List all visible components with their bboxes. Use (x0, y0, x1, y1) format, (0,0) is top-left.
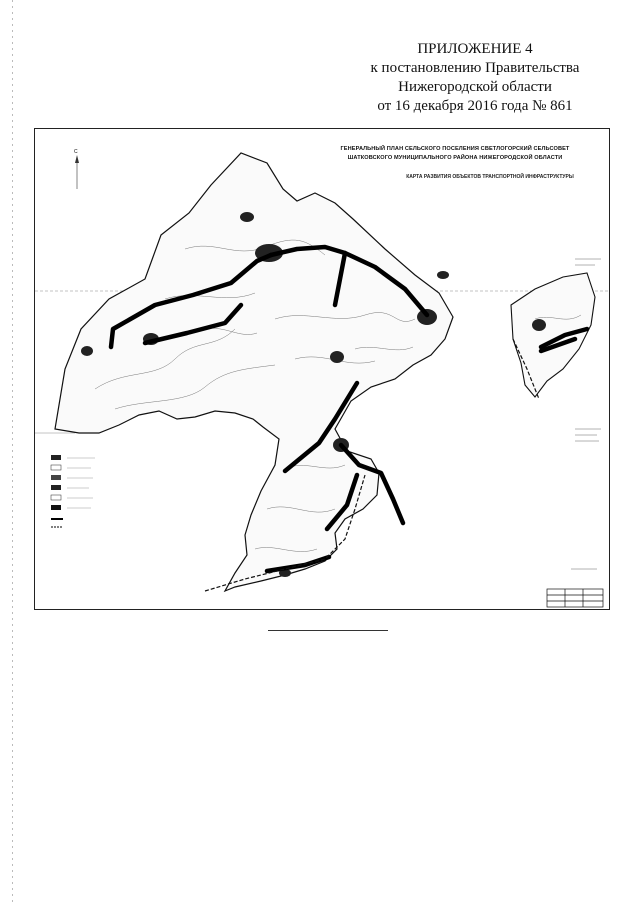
appendix-region-line: Нижегородской области (398, 79, 552, 95)
legend-swatch (51, 475, 61, 480)
appendix-number: ПРИЛОЖЕНИЕ 4 (417, 41, 533, 57)
scan-edge-artifact (12, 0, 13, 905)
territory-boundary (55, 153, 453, 591)
settlement-marker (437, 271, 449, 279)
map-title-line: ШАТКОВСКОГО МУНИЦИПАЛЬНОГО РАЙОНА НИЖЕГОРОДСКОЙ ОБЛАСТИ (347, 155, 563, 161)
appendix-date-line: от 16 декабря 2016 года № 861 (377, 98, 573, 114)
legend-swatch (51, 505, 61, 510)
footer-divider (268, 630, 388, 631)
settlement-marker (81, 346, 93, 356)
appendix-reference-line: к постановлению Правительства (370, 60, 580, 76)
legend-swatch (51, 485, 61, 490)
map-title (305, 145, 605, 163)
title-stamp-block (547, 589, 603, 607)
legend-swatch (51, 495, 61, 500)
east-parcel-boundary (511, 273, 595, 397)
north-arrow-icon (74, 149, 79, 189)
map-frame (34, 128, 610, 610)
settlement-marker (240, 212, 254, 222)
settlement-marker (532, 319, 546, 331)
map-legend (51, 455, 95, 527)
legend-swatch (51, 465, 61, 470)
settlement-marker (330, 351, 344, 363)
appendix-header (340, 40, 610, 116)
map-subtitle: КАРТА РАЗВИТИЯ ОБЪЕКТОВ ТРАНСПОРТНОЙ ИНФРАСТРУКТУРЫ (406, 174, 574, 180)
svg-text:С: С (74, 149, 78, 155)
map-drawing (35, 129, 610, 610)
map-title-line: ГЕНЕРАЛЬНЫЙ ПЛАН СЕЛЬСКОГО ПОСЕЛЕНИЯ СВЕТЛОГОРСКИЙ СЕЛЬСОВЕТ (340, 146, 570, 152)
legend-swatch (51, 455, 61, 460)
